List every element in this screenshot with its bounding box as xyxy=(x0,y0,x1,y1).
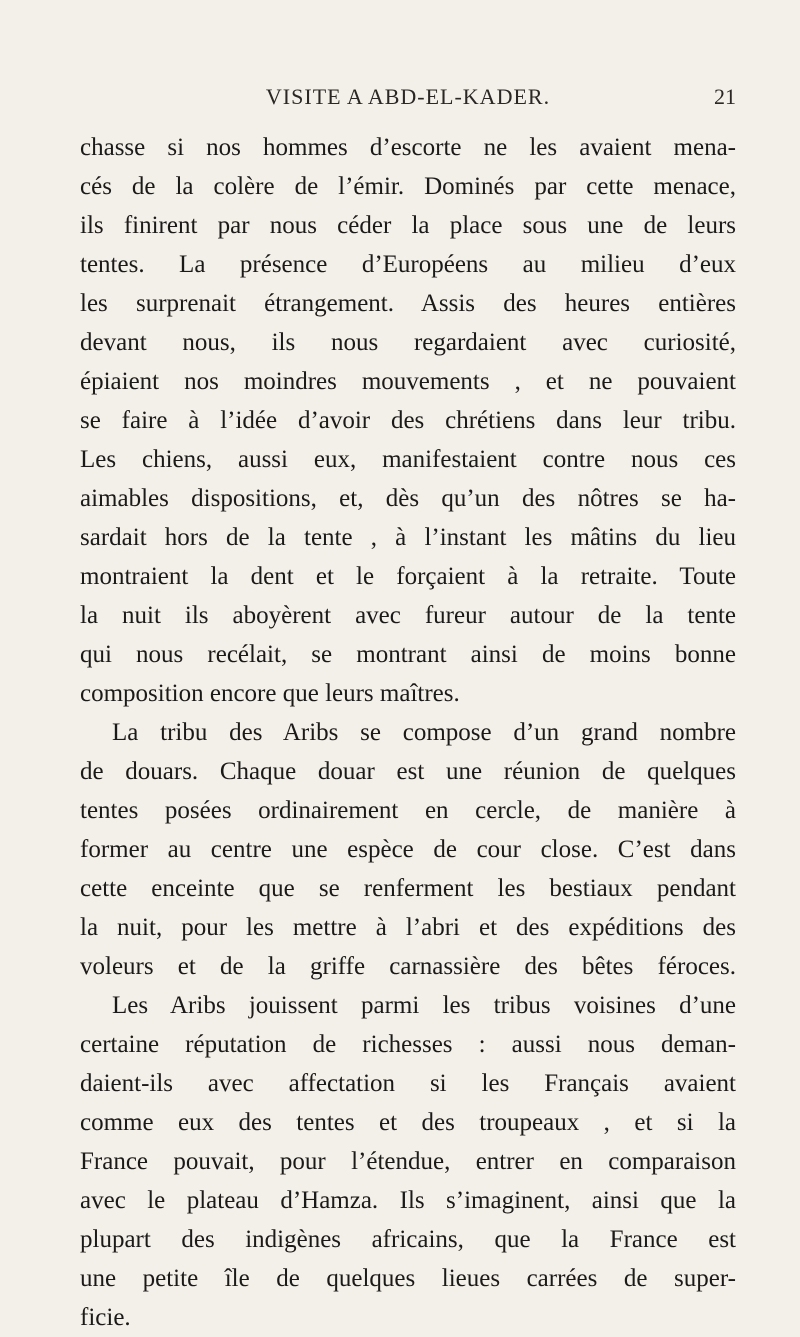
text-line: ficie. xyxy=(80,1304,131,1331)
text-line: plupart des indigènes africains, que la France est xyxy=(80,1226,736,1253)
text-line: cés de la colère de l’émir. Dominés par cette menace, xyxy=(80,173,736,200)
text-line: les surprenait étrangement. Assis des heures entières xyxy=(80,290,736,317)
paragraph-start-line: Les Aribs jouissent parmi les tribus voisines d’une xyxy=(112,992,736,1019)
running-head xyxy=(80,80,736,114)
text-line: daient-ils avec affectation si les Français avaient xyxy=(80,1070,736,1097)
text-line: la nuit ils aboyèrent avec fureur autour de la tente xyxy=(80,602,736,629)
text-line: tentes posées ordinairement en cercle, de manière à xyxy=(80,797,736,824)
text-line: épiaient nos moindres mouvements , et ne pouvaient xyxy=(80,368,736,395)
text-line: devant nous, ils nous regardaient avec curiosité, xyxy=(80,329,736,356)
text-line: voleurs et de la griffe carnassière des bêtes féroces. xyxy=(80,953,736,980)
text-line: se faire à l’idée d’avoir des chrétiens dans leur tribu. xyxy=(80,407,736,434)
text-line: ils finirent par nous céder la place sous une de leurs xyxy=(80,212,736,239)
text-line: certaine réputation de richesses : aussi nous deman- xyxy=(80,1031,736,1058)
text-line: comme eux des tentes et des troupeaux , et si la xyxy=(80,1109,736,1136)
text-line: montraient la dent et le forçaient à la retraite. Toute xyxy=(80,563,736,590)
text-line: France pouvait, pour l’étendue, entrer en comparaison xyxy=(80,1148,736,1175)
text-line: une petite île de quelques lieues carrées de super- xyxy=(80,1265,736,1292)
running-title: VISITE A ABD-EL-KADER. xyxy=(265,84,551,109)
text-line: chasse si nos hommes d’escorte ne les avaient mena- xyxy=(80,134,736,161)
text-line: aimables dispositions, et, dès qu’un des nôtres se ha- xyxy=(80,485,736,512)
text-line: sardait hors de la tente , à l’instant les mâtins du lieu xyxy=(80,524,736,551)
text-line: former au centre une espèce de cour close. C’est dans xyxy=(80,836,736,863)
text-line: de douars. Chaque douar est une réunion de quelques xyxy=(80,758,736,785)
page-number: 21 xyxy=(714,84,736,109)
text-line: avec le plateau d’Hamza. Ils s’imaginent, ainsi que la xyxy=(80,1187,736,1214)
text-line: la nuit, pour les mettre à l’abri et des expéditions des xyxy=(80,914,736,941)
paragraph-start-line: La tribu des Aribs se compose d’un grand nombre xyxy=(112,719,736,746)
body-text xyxy=(80,128,736,1337)
text-line: Les chiens, aussi eux, manifestaient contre nous ces xyxy=(80,446,736,473)
text-line: tentes. La présence d’Européens au milieu d’eux xyxy=(80,251,736,278)
text-line: qui nous recélait, se montrant ainsi de moins bonne xyxy=(80,641,736,668)
text-line: cette enceinte que se renferment les bestiaux pendant xyxy=(80,875,736,902)
text-line: composition encore que leurs maîtres. xyxy=(80,680,460,707)
